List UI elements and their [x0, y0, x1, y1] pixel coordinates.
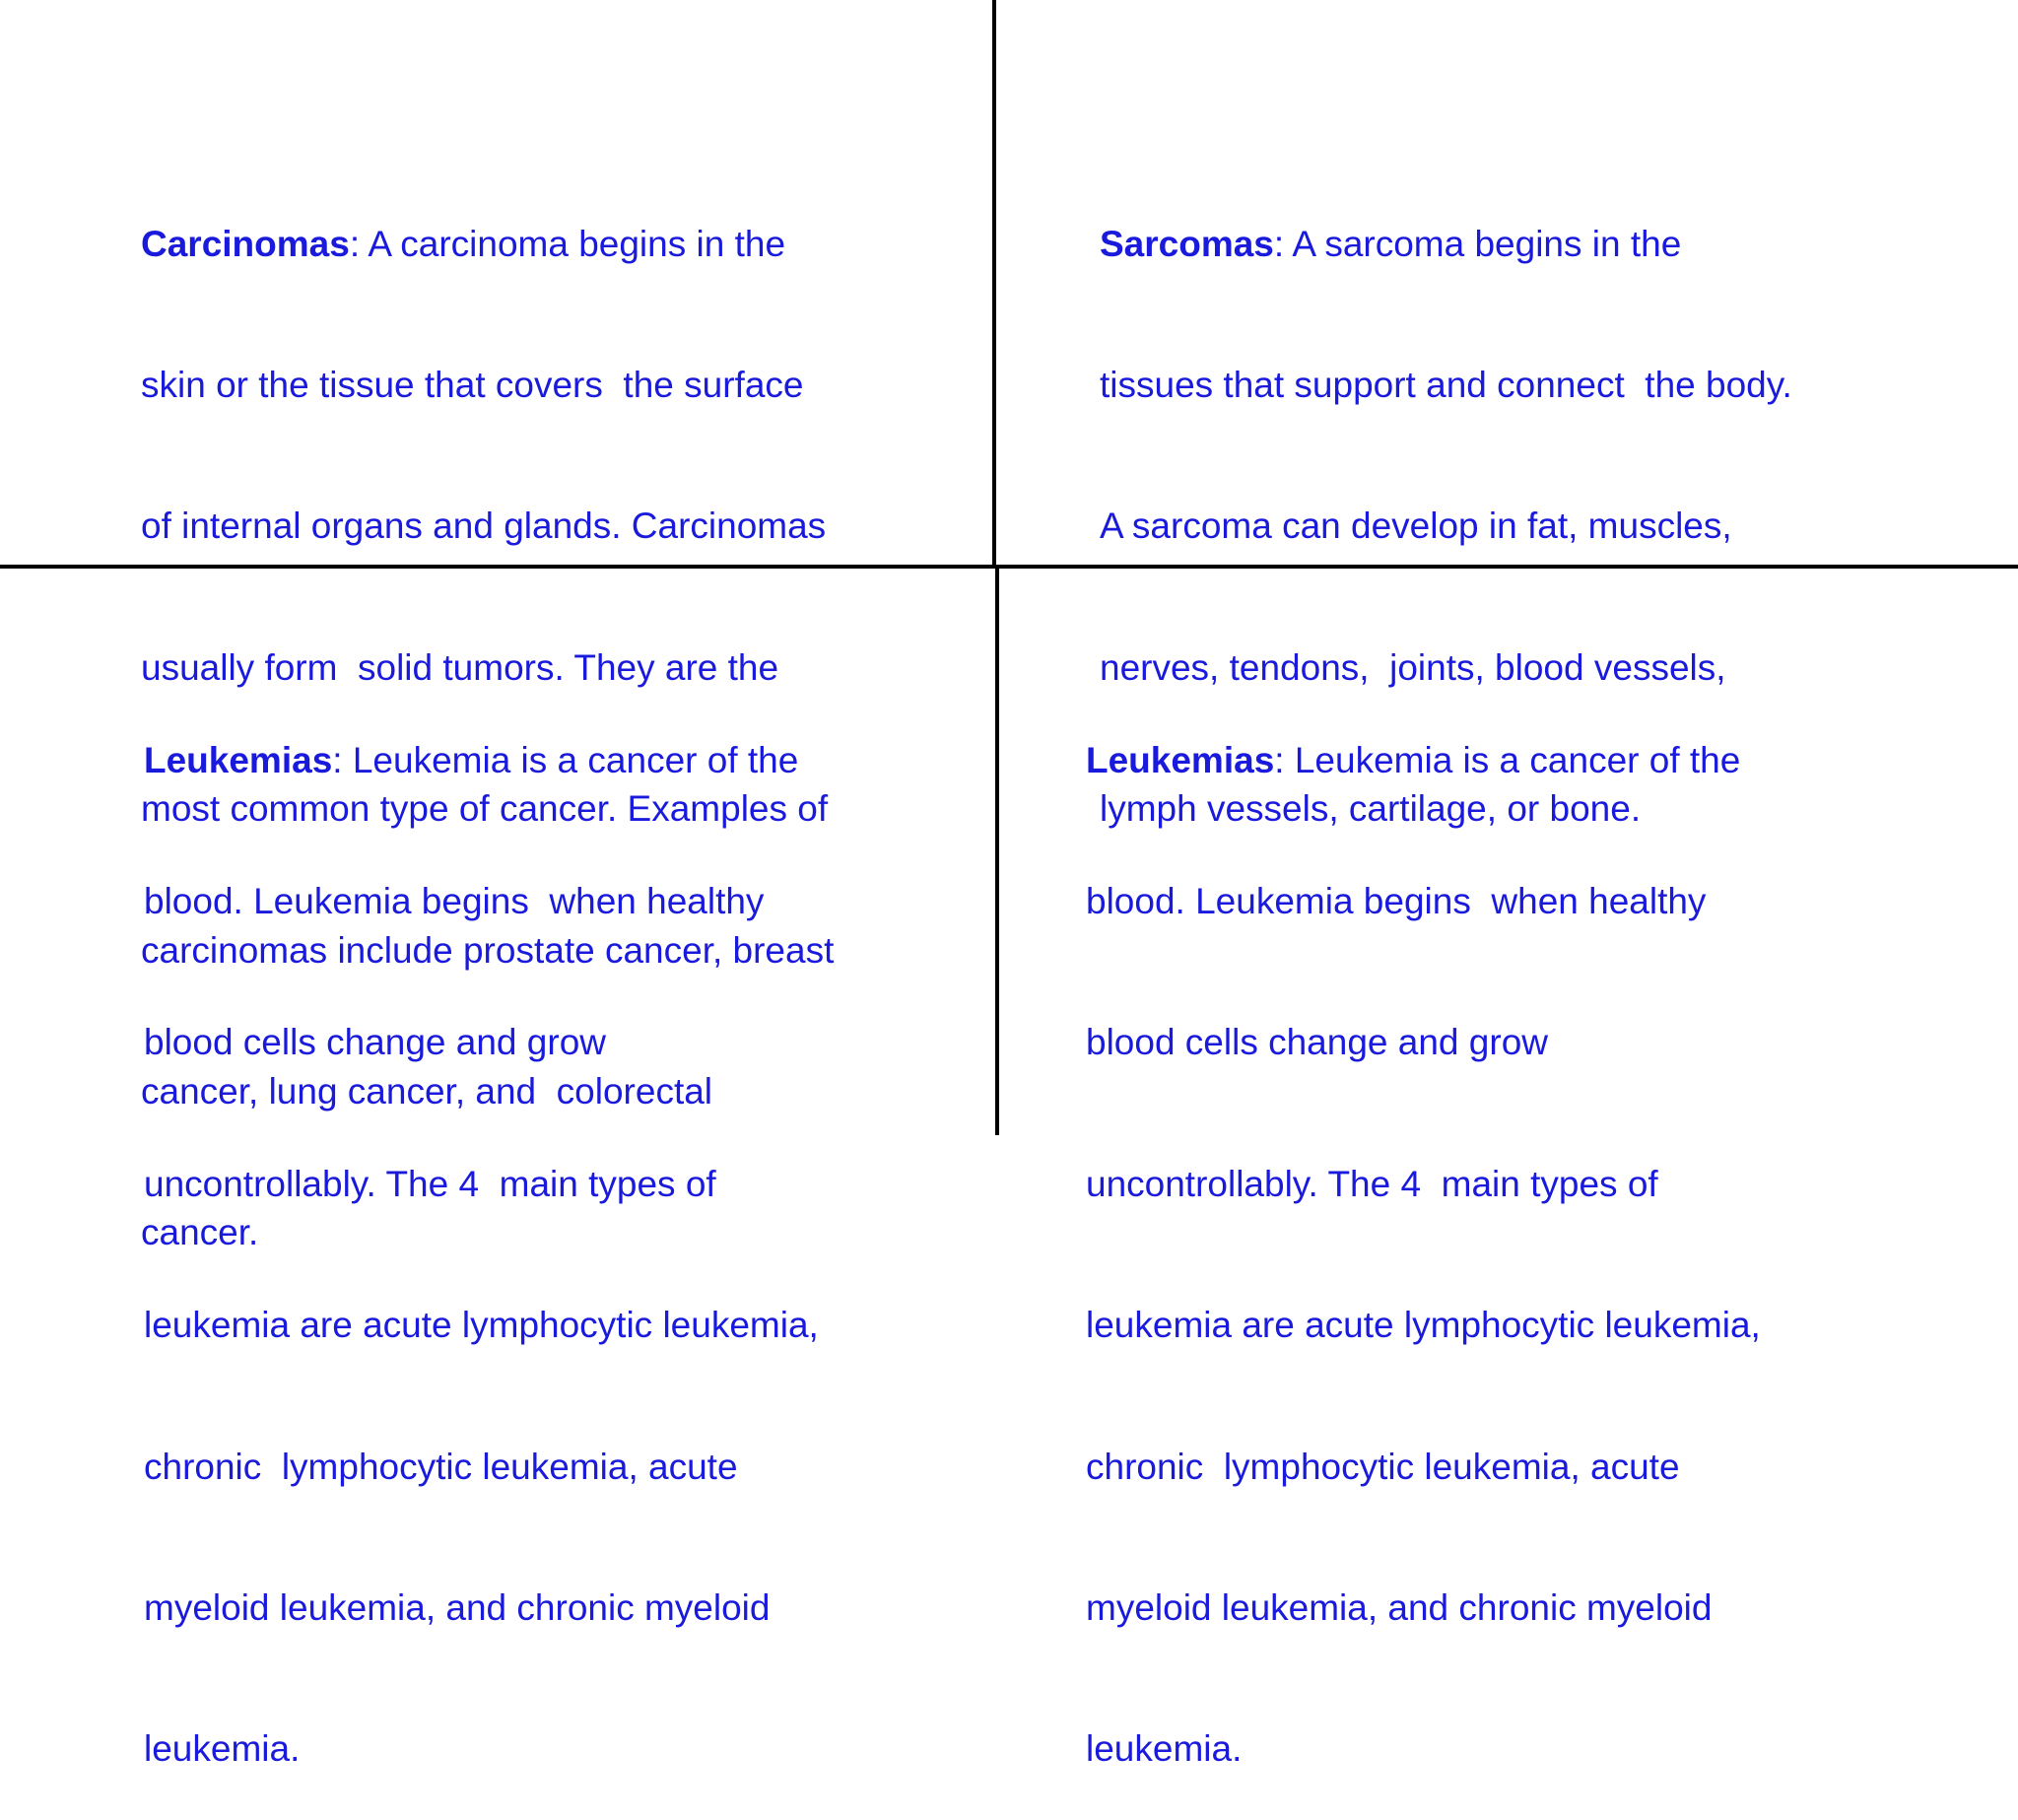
panel-line: chronic lymphocytic leukemia, acute — [1086, 1446, 1680, 1487]
panel-term: Leukemias — [1086, 739, 1275, 780]
panel-line: nerves, tendons, joints, blood vessels, — [1100, 646, 1726, 688]
panel-line: skin or the tissue that covers the surface — [141, 364, 804, 405]
panel-line: cancer, lung cancer, and colorectal — [141, 1070, 713, 1112]
panel-line: cancer. — [141, 1212, 259, 1253]
panel-first-line-text: : Leukemia is a cancer of the — [1274, 739, 1741, 780]
panel-first-line-text: : A carcinoma begins in the — [349, 223, 786, 264]
panel-term: Leukemias — [144, 739, 333, 780]
panel-line: leukemia are acute lymphocytic leukemia, — [144, 1305, 819, 1346]
panel-line: uncontrollably. The 4 main types of — [1086, 1163, 1658, 1204]
panel-first-line — [1086, 737, 1761, 784]
panel-first-line-text: : Leukemia is a cancer of the — [332, 739, 799, 780]
panel-line: blood cells change and grow — [1086, 1022, 1548, 1063]
panel-line: leukemia. — [1086, 1728, 1243, 1770]
panel-first-line — [141, 221, 834, 268]
panel-line: most common type of cancer. Examples of — [141, 788, 829, 830]
panel-line: A sarcoma can develop in fat, muscles, — [1100, 506, 1732, 547]
panel-line: myeloid leukemia, and chronic myeloid — [144, 1586, 771, 1628]
panel-line: leukemia. — [144, 1728, 301, 1770]
panel-term: Sarcomas — [1100, 223, 1274, 264]
panel-line: carcinomas include prostate cancer, breast — [141, 929, 835, 971]
panel-first-line-text: : A sarcoma begins in the — [1273, 223, 1682, 264]
panel-line: chronic lymphocytic leukemia, acute — [144, 1446, 738, 1487]
panel-line: blood. Leukemia begins when healthy — [144, 880, 765, 921]
panel-line: myeloid leukemia, and chronic myeloid — [1086, 1586, 1713, 1628]
panel-line: lymph vessels, cartilage, or bone. — [1100, 788, 1642, 830]
panel-term: Carcinomas — [141, 223, 350, 264]
panel-first-line — [144, 737, 819, 784]
panel-line: uncontrollably. The 4 main types of — [144, 1163, 716, 1204]
panel-first-line — [1100, 221, 1792, 268]
panel-line: blood. Leukemia begins when healthy — [1086, 880, 1707, 921]
panel-line: usually form solid tumors. They are the — [141, 646, 779, 688]
leukemias-panel-right — [1086, 642, 1761, 1820]
leukemias-panel-left — [144, 642, 819, 1820]
panel-line: of internal organs and glands. Carcinomas — [141, 506, 827, 547]
panel-line: blood cells change and grow — [144, 1022, 606, 1063]
vertical-divider-bottom — [995, 568, 999, 1135]
vertical-divider-top — [992, 0, 996, 568]
panel-line: tissues that support and connect the body. — [1100, 364, 1792, 405]
panel-line: leukemia are acute lymphocytic leukemia, — [1086, 1305, 1761, 1346]
